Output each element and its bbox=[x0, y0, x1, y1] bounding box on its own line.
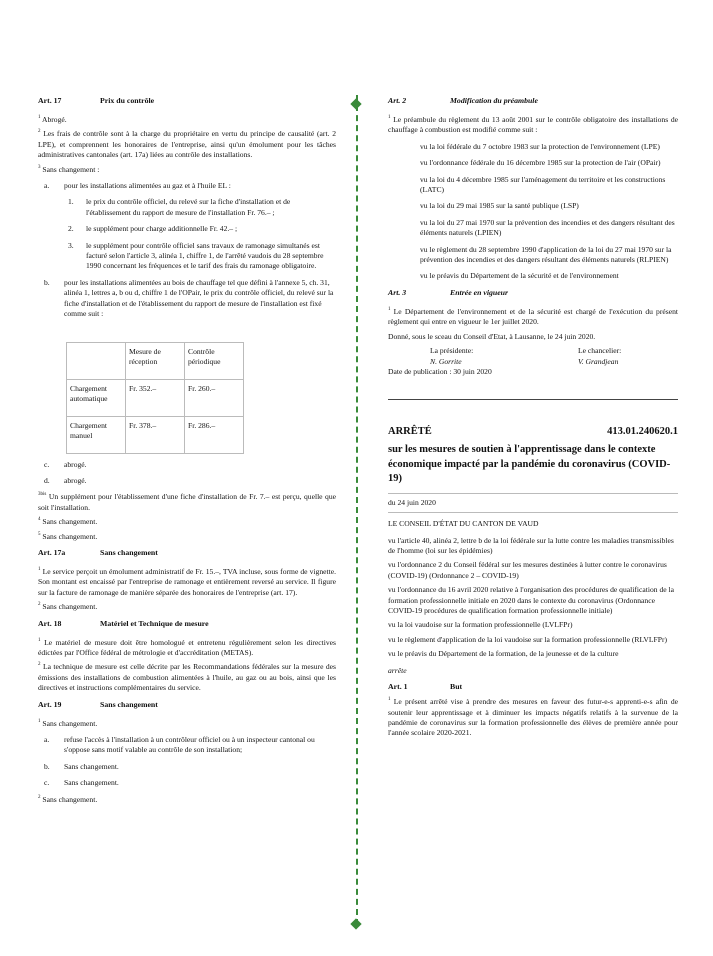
article-heading bbox=[38, 548, 336, 557]
left-column bbox=[38, 96, 336, 805]
article-title: Modification du préambule bbox=[450, 96, 538, 105]
preamble-item: vu la loi du 29 mai 1985 sur la santé publique (LSP) bbox=[420, 201, 579, 211]
preamble-item: vu l'article 40, alinéa 2, lettre b de la loi fédérale sur la lutte contre les maladies transmissibles de l'homme (loi sur les épidémies) bbox=[388, 535, 674, 556]
table-cell: Fr. 378.– bbox=[126, 416, 185, 453]
article-heading bbox=[38, 619, 336, 628]
article-title: But bbox=[450, 682, 463, 692]
paragraph: $^1$ Le présent arrêté vise à prendre des mesures en faveur des futur-e-s apprenti-e-s afin de soutenir leur apprentissage et à diminuer les impacts négatifs relatifs à la survenue de la pandémie de coronavirus sur la formation professionnelle des élèves de première année pour l'année scolaire 2020-2021. bbox=[388, 697, 678, 738]
article-heading bbox=[388, 96, 678, 105]
table-cell: Fr. 286.– bbox=[185, 416, 244, 453]
list-item: 3. le supplément pour contrôle officiel sans travaux de ramonage simultanés est facturé selon l'article 3, alinéa 1, chiffre 1, de l'arrêté vaudois du 28 septembre 1990 concernant les fréquences et le tarif des frais du ramonage obligatoire. bbox=[68, 240, 324, 271]
arrete-number: 413.01.240620.1 bbox=[607, 426, 678, 438]
table-cell: Mesure de réception bbox=[126, 342, 185, 379]
article-number: Art. 3 bbox=[388, 287, 407, 297]
arrete-header bbox=[388, 426, 678, 437]
paragraph: $^1$ Le préambule du règlement du 13 août 2001 sur le contrôle obligatoire des installations de chauffage à combustion est modifié comme suit : bbox=[388, 115, 678, 135]
table-cell bbox=[67, 342, 126, 379]
right-column bbox=[388, 96, 678, 739]
table-cell: Fr. 352.– bbox=[126, 379, 185, 416]
preamble-item: vu le préavis du Département de la sécurité et de l'environnement bbox=[420, 271, 619, 281]
publication-date: Date de publication : 30 juin 2020 bbox=[388, 366, 492, 376]
preamble-item: vu la loi du 4 décembre 1985 sur l'aménagement du territoire et les constructions (LATC) bbox=[420, 174, 666, 195]
column-divider bbox=[356, 95, 358, 925]
paragraph: $^1$ Le matériel de mesure doit être homologué et entretenu régulièrement selon les directives édictées par l'Office fédéral de métrologie et d'accréditation (METAS). bbox=[38, 637, 336, 657]
list-item: c. abrogé. bbox=[44, 459, 87, 469]
divider-marker bbox=[350, 98, 361, 109]
preamble-item: vu l'ordonnance du 16 avril 2020 relative à l'organisation des procédures de qualification de la formation professionnelle initiale en 2020 dans le contexte du coronavirus (Ordonnance COVID-19 procédures de qualification formation professionnelle initiale) bbox=[388, 585, 675, 616]
table-row bbox=[67, 379, 244, 416]
preamble-item: vu la loi du 27 mai 1970 sur la prévention des incendies et des dangers résultant des éléments naturels (LPIEN) bbox=[420, 217, 675, 238]
article-title: Matériel et Technique de mesure bbox=[100, 618, 209, 628]
article-number: Art. 17a bbox=[38, 547, 66, 557]
article-title: Entrée en vigueur bbox=[450, 287, 509, 297]
article-number: Art. 17 bbox=[38, 96, 62, 105]
list-item: d. abrogé. bbox=[44, 475, 87, 485]
preamble-item: vu la loi fédérale du 7 octobre 1983 sur la protection de l'environnement (LPE) bbox=[420, 141, 660, 151]
article-heading bbox=[38, 96, 336, 105]
list-item: a. pour les installations alimentées au gaz et à l'huile EL : bbox=[44, 181, 231, 191]
paragraph: $^1$ Sans changement. bbox=[38, 718, 98, 728]
price-table bbox=[66, 342, 244, 454]
article-number: Art. 19 bbox=[38, 699, 62, 709]
table-cell: Chargement manuel bbox=[67, 416, 126, 453]
table-cell: Contrôle périodique bbox=[185, 342, 244, 379]
preamble-item: vu le règlement d'application de la loi vaudoise sur la formation professionnelle (RLVLFPr) bbox=[388, 634, 668, 644]
article-heading bbox=[38, 700, 336, 709]
paragraph: $^4$ Sans changement. bbox=[38, 517, 98, 527]
article-title: Sans changement bbox=[100, 699, 158, 709]
article-number: Art. 1 bbox=[388, 682, 408, 692]
list-item: 2. le supplément pour charge additionnelle Fr. 42.– ; bbox=[68, 224, 238, 234]
list-item: c. Sans changement. bbox=[44, 778, 119, 788]
preamble-item: vu le préavis du Département de la formation, de la jeunesse et de la culture bbox=[388, 649, 619, 659]
table-row bbox=[67, 416, 244, 453]
paragraph: $^2$ Sans changement. bbox=[38, 794, 98, 804]
list-item: b. Sans changement. bbox=[44, 761, 119, 771]
article-heading bbox=[388, 682, 678, 691]
arrete-word: arrête bbox=[388, 665, 407, 675]
signature-roles: La présidente: Le chancelier: bbox=[430, 346, 622, 356]
arrete-label: ARRÊTÉ bbox=[388, 426, 432, 438]
article-heading bbox=[388, 288, 678, 297]
preamble-item: vu l'ordonnance fédérale du 16 décembre 1985 sur la protection de l'air (OPair) bbox=[420, 158, 661, 168]
council-name: LE CONSEIL D'ÉTAT DU CANTON DE VAUD bbox=[388, 519, 539, 529]
paragraph: $^1$ Le service perçoit un émolument administratif de Fr. 15.–, TVA incluse, sous forme de vignette. Son montant est encaissé par l'entreprise de ramonage et entièrement reversé au service. Il figure sur la facture de ramonage de manière séparée des honoraires de l'entreprise (art. 17). bbox=[38, 566, 336, 597]
preamble-item: vu l'ordonnance 2 du Conseil fédéral sur les mesures destinées à lutter contre le coronavirus (COVID-19) (Ordonnance 2 – COVID-19) bbox=[388, 560, 667, 580]
paragraph: $^2$ Sans changement. bbox=[38, 602, 98, 612]
paragraph: $^3$ Sans changement : bbox=[38, 164, 100, 174]
paragraph: $^{3bis}$ Un supplément pour l'établissement d'une fiche d'installation de Fr. 7.– est perçu, quelle que soit l'installation. bbox=[38, 492, 336, 512]
article-number: Art. 2 bbox=[388, 96, 407, 105]
preamble-item: vu le règlement du 28 septembre 1990 d'application de la loi du 27 mai 1970 sur la prévention des incendies et des dangers résultant des éléments naturels (RLPIEN) bbox=[420, 244, 672, 265]
article-number: Art. 18 bbox=[38, 618, 62, 628]
given-statement: Donné, sous le sceau du Conseil d'Etat, à Lausanne, le 24 juin 2020. bbox=[388, 331, 596, 341]
list-item: b. pour les installations alimentées au bois de chauffage tel que défini à l'annexe 5, ch. 31, alinéa 1, lettres a, b ou d, chiffre 1 de l'OPair, le prix du contrôle officiel, du relevé sur la fiche d'installation et de l'établissement du rapport de mesure de l'installation est fixé comme suit : bbox=[44, 277, 334, 319]
paragraph: $^1$ Abrogé. bbox=[38, 115, 67, 124]
arrete-date: du 24 juin 2020 bbox=[388, 497, 436, 507]
article-title: Prix du contrôle bbox=[100, 96, 155, 105]
paragraph: $^2$ Les frais de contrôle sont à la charge du propriétaire en vertu du principe de causalité (art. 2 LPE), et comprennent les honoraires de l'entreprise, ainsi qu'un émolument pour les tâches administratives cantonales (art. 17a) liées au contrôle des installations. bbox=[38, 129, 336, 160]
paragraph: $^2$ La technique de mesure est celle décrite par les Recommandations fédérales sur la mesure des émissions des installations de combustion alimentées à l'huile, au gaz ou au bois, ainsi que les directives et instructions complémentaires du service. bbox=[38, 662, 336, 693]
preamble-item: vu la loi vaudoise sur la formation professionnelle (LVLFPr) bbox=[388, 620, 573, 630]
table-cell: Fr. 260.– bbox=[185, 379, 244, 416]
arrete-title: sur les mesures de soutien à l'apprentissage dans le contexte économique impacté par la pandémie du coronavirus (COVID-19) bbox=[388, 444, 671, 485]
table-row bbox=[67, 342, 244, 379]
paragraph: $^1$ Le Département de l'environnement et de la sécurité est chargé de l'exécution du présent règlement qui entre en vigueur le 1er juillet 2020. bbox=[388, 306, 678, 327]
list-item: 1. le prix du contrôle officiel, du relevé sur la fiche d'installation et de l'établissement du rapport de mesure de l'installation Fr. 76.– ; bbox=[68, 197, 291, 217]
paragraph: $^5$ Sans changement. bbox=[38, 531, 98, 541]
article-title: Sans changement bbox=[100, 547, 158, 557]
signature-names: N. Gorrite V. Grandjean bbox=[430, 356, 619, 366]
list-item: a. refuse l'accès à l'installation à un contrôleur officiel ou à un inspecteur cantonal ou s'oppose sans motif valable au contrôle de son installation; bbox=[44, 735, 315, 755]
table-cell: Chargement automatique bbox=[67, 379, 126, 416]
divider-marker bbox=[350, 918, 361, 929]
